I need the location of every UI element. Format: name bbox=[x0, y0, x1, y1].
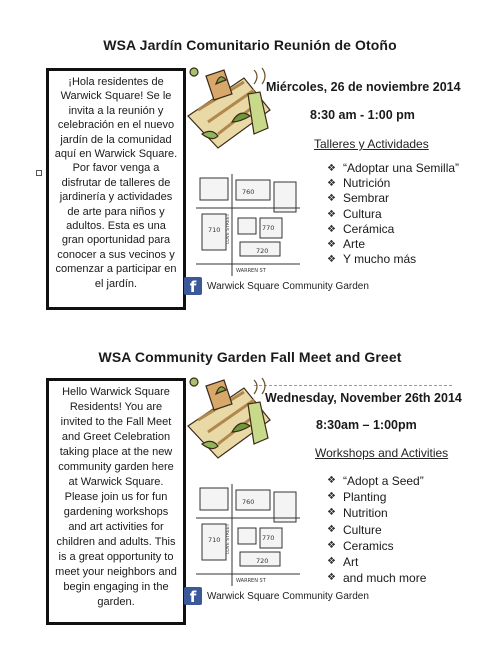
list-item: ❖ and much more bbox=[327, 571, 427, 586]
list-item: ❖ Cerámica bbox=[327, 221, 395, 236]
diamond-bullet-icon: ❖ bbox=[327, 572, 336, 584]
list-item: ❖ “Adoptar una Semilla” bbox=[327, 161, 460, 175]
facebook-logo: f bbox=[184, 587, 202, 605]
map-label-720: 720 bbox=[256, 557, 269, 565]
activity-list bbox=[327, 473, 426, 586]
map-label-710: 710 bbox=[208, 536, 221, 544]
flyer-title: WSA Community Garden Fall Meet and Greet bbox=[98, 349, 402, 365]
diamond-bullet-icon: ❖ bbox=[327, 539, 336, 551]
list-item: ❖ Sembrar bbox=[327, 191, 390, 206]
diamond-bullet-icon: ❖ bbox=[327, 193, 336, 205]
diamond-bullet-icon: ❖ bbox=[327, 523, 336, 535]
map-label-warren: WARREN ST bbox=[236, 268, 266, 274]
event-date: Miércoles, 26 de noviembre 2014 bbox=[266, 80, 461, 94]
map-label-warren: WARREN ST bbox=[236, 578, 266, 584]
site-map-illustration bbox=[196, 484, 300, 586]
flyer-title: WSA Jardín Comunitario Reunión de Otoño bbox=[103, 37, 397, 53]
map-label-love-street: LOVE STREET bbox=[226, 213, 231, 244]
map-label-710: 710 bbox=[208, 226, 221, 234]
diamond-bullet-icon: ❖ bbox=[327, 239, 336, 251]
diamond-bullet-icon: ❖ bbox=[327, 223, 336, 235]
facebook-page-name: Warwick Square Community Garden bbox=[207, 280, 369, 292]
list-item: ❖ Arte bbox=[327, 237, 366, 252]
list-item: ❖ Y mucho más bbox=[327, 252, 417, 267]
map-label-770: 770 bbox=[262, 224, 275, 232]
flyer-english bbox=[0, 322, 500, 622]
intro-text-box: Hello Warwick Square Residents! You are invited to the Fall Meet and Greet Celebration taking place at the new community garden here at Warwick Square. Please join us for fun gardening workshops and art activities for children and adults. This is a great opportunity to meet your neighbors and begin engaging in the garden. bbox=[46, 378, 186, 625]
facebook-page-name: Warwick Square Community Garden bbox=[207, 590, 369, 602]
event-time: 8:30am – 1:00pm bbox=[316, 418, 417, 432]
diamond-bullet-icon: ❖ bbox=[327, 178, 336, 190]
facebook-link[interactable] bbox=[184, 586, 369, 606]
list-item: ❖ Ceramics bbox=[327, 538, 394, 553]
list-item: ❖ Cultura bbox=[327, 206, 382, 221]
list-item: ❖ Nutrición bbox=[327, 176, 391, 191]
map-label-770: 770 bbox=[262, 534, 275, 542]
diamond-bullet-icon: ❖ bbox=[327, 163, 336, 174]
diamond-bullet-icon: ❖ bbox=[327, 491, 336, 503]
site-map-illustration bbox=[196, 174, 300, 276]
diamond-bullet-icon: ❖ bbox=[327, 475, 336, 486]
activity-list bbox=[327, 161, 459, 267]
map-label-720: 720 bbox=[256, 247, 269, 255]
garden-illustration bbox=[184, 374, 274, 466]
list-item: ❖ Art bbox=[327, 555, 359, 570]
list-item: ❖ Planting bbox=[327, 490, 387, 505]
map-label-love-street: LOVE STREET bbox=[226, 523, 231, 554]
list-item: ❖ Culture bbox=[327, 522, 382, 537]
diamond-bullet-icon: ❖ bbox=[327, 208, 336, 220]
diamond-bullet-icon: ❖ bbox=[327, 507, 336, 519]
map-label-760: 760 bbox=[242, 188, 255, 196]
facebook-logo: f bbox=[184, 277, 202, 295]
facebook-link[interactable] bbox=[184, 276, 369, 296]
garden-illustration bbox=[184, 64, 274, 156]
intro-text-box: ¡Hola residentes de Warwick Square! Se le invita a la reunión y celebración en el nuevo jardín de la comunidad aquí en Warwick Square. Por favor venga a disfrutar de talleres de jardinería y actividades de arte para niños y adultos. Esta es una gran oportunidad para conocer a sus vecinos y comenzar a participar en el jardín. bbox=[46, 68, 186, 310]
workshops-heading: Workshops and Activities bbox=[315, 446, 449, 460]
map-label-760: 760 bbox=[242, 498, 255, 506]
workshops-heading: Talleres y Actividades bbox=[314, 137, 429, 151]
list-item: ❖ “Adopt a Seed” bbox=[327, 474, 424, 488]
event-time: 8:30 am - 1:00 pm bbox=[310, 108, 415, 122]
list-item: ❖ Nutrition bbox=[327, 506, 388, 521]
event-date: Wednesday, November 26th 2014 bbox=[265, 391, 462, 405]
flyer-spanish bbox=[0, 0, 500, 300]
diamond-bullet-icon: ❖ bbox=[327, 254, 336, 266]
diamond-bullet-icon: ❖ bbox=[327, 556, 336, 568]
